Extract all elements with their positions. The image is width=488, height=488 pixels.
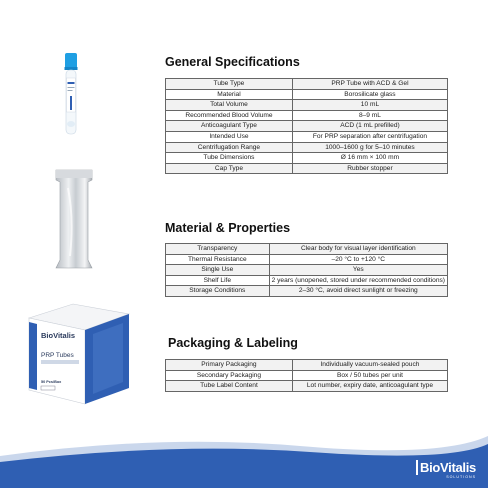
table-row	[166, 121, 448, 132]
table-row	[166, 163, 448, 174]
logo-subtext: SOLUTIONS	[446, 475, 476, 479]
table-row	[166, 265, 448, 276]
packaging-labeling-table	[165, 359, 448, 392]
table-row	[166, 244, 448, 255]
general-specifications-title: General Specifications	[165, 55, 300, 69]
table-row	[166, 100, 448, 111]
box-product: PRP Tubes	[41, 352, 74, 359]
brand-logo	[416, 460, 476, 479]
table-row	[166, 153, 448, 164]
spec-value: Borosilicate glass	[292, 89, 447, 100]
spec-key: Secondary Packaging	[166, 370, 293, 381]
table-row	[166, 286, 448, 297]
spec-key: Primary Packaging	[166, 360, 293, 371]
table-row	[166, 110, 448, 121]
logo-text: BioVitalis	[416, 460, 476, 475]
spec-key: Single Use	[166, 265, 270, 276]
spec-key: Tube Dimensions	[166, 153, 293, 164]
spec-key: Transparency	[166, 244, 270, 255]
spec-value: Individually vacuum-sealed pouch	[292, 360, 447, 371]
spec-value: Clear body for visual layer identification	[269, 244, 447, 255]
table-row	[166, 131, 448, 142]
product-box-image	[27, 300, 131, 408]
spec-key: Centrifugation Range	[166, 142, 293, 153]
spec-value: ACD (1 mL prefilled)	[292, 121, 447, 132]
box-brand: BioVitalis	[41, 331, 76, 340]
spec-key: Material	[166, 89, 293, 100]
table-row	[166, 89, 448, 100]
material-properties-table	[165, 243, 448, 297]
table-row	[166, 275, 448, 286]
spec-value: 2–30 °C, avoid direct sunlight or freezing	[269, 286, 447, 297]
vacuum-pouch-image	[48, 168, 100, 270]
prp-tube-image	[58, 52, 84, 138]
general-specifications-table	[165, 78, 448, 174]
table-row	[166, 360, 448, 371]
spec-key: Tube Type	[166, 79, 293, 90]
spec-key: Thermal Resistance	[166, 254, 270, 265]
spec-value: Rubber stopper	[292, 163, 447, 174]
spec-key: Shelf Life	[166, 275, 270, 286]
spec-value: Ø 16 mm × 100 mm	[292, 153, 447, 164]
footer-wave	[0, 428, 488, 488]
spec-value: 1000–1600 g for 5–10 minutes	[292, 142, 447, 153]
spec-value: 2 years (unopened, stored under recommended conditions)	[269, 275, 447, 286]
spec-key: Storage Conditions	[166, 286, 270, 297]
spec-key: Cap Type	[166, 163, 293, 174]
table-row	[166, 254, 448, 265]
spec-key: Recommended Blood Volume	[166, 110, 293, 121]
spec-value: 8–9 mL	[292, 110, 447, 121]
spec-value: Box / 50 tubes per unit	[292, 370, 447, 381]
box-count: 50 Pcs/Box	[41, 380, 62, 384]
table-row	[166, 142, 448, 153]
spec-key: Intended Use	[166, 131, 293, 142]
spec-key: Tube Label Content	[166, 381, 293, 392]
spec-key: Total Volume	[166, 100, 293, 111]
spec-value: PRP Tube with ACD & Gel	[292, 79, 447, 90]
spec-value: For PRP separation after centrifugation	[292, 131, 447, 142]
table-row	[166, 381, 448, 392]
material-properties-title: Material & Properties	[165, 221, 291, 235]
spec-value: 10 mL	[292, 100, 447, 111]
table-row	[166, 79, 448, 90]
spec-value: –20 °C to +120 °C	[269, 254, 447, 265]
spec-key: Anticoagulant Type	[166, 121, 293, 132]
spec-value: Lot number, expiry date, anticoagulant type	[292, 381, 447, 392]
table-row	[166, 370, 448, 381]
packaging-labeling-title: Packaging & Labeling	[168, 336, 298, 350]
spec-value: Yes	[269, 265, 447, 276]
